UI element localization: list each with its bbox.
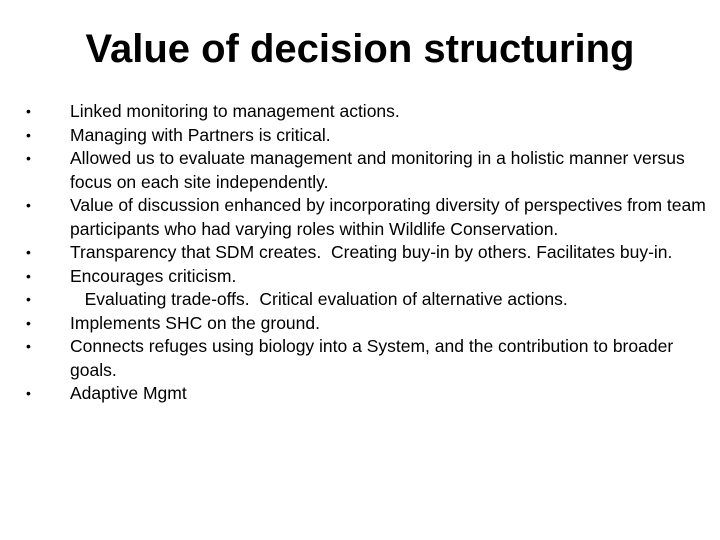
bullet-item bbox=[26, 265, 706, 289]
bullet-icon: • bbox=[26, 150, 31, 166]
bullet-item bbox=[26, 241, 706, 265]
bullet-text: Linked monitoring to management actions. bbox=[70, 101, 400, 121]
bullet-text: Allowed us to evaluate management and monitoring in a holistic manner versus focus on each site independently. bbox=[70, 148, 690, 192]
bullet-list bbox=[26, 100, 711, 406]
bullet-text: Value of discussion enhanced by incorporating diversity of perspectives from team participants who had varying roles within Wildlife Conservation. bbox=[70, 195, 711, 239]
bullet-item bbox=[26, 288, 706, 312]
bullet-text: Implements SHC on the ground. bbox=[70, 312, 320, 333]
bullet-text: Adaptive Mgmt bbox=[70, 383, 187, 403]
bullet-item bbox=[26, 335, 706, 382]
slide-title: Value of decision structuring bbox=[85, 27, 635, 71]
bullet-icon: • bbox=[26, 314, 31, 331]
bullet-icon: • bbox=[26, 126, 31, 143]
bullet-icon: • bbox=[26, 244, 31, 260]
bullet-icon: • bbox=[26, 103, 31, 119]
bullet-text: Encourages criticism. bbox=[70, 265, 237, 286]
bullet-icon: • bbox=[26, 338, 31, 354]
bullet-text: Managing with Partners is critical. bbox=[70, 124, 331, 145]
bullet-text: Transparency that SDM creates. Creating buy-in by others. Facilitates buy-in. bbox=[70, 242, 673, 262]
bullet-item bbox=[26, 382, 706, 406]
bullet-item bbox=[26, 194, 711, 241]
bullet-text: Evaluating trade-offs. Critical evaluation of alternative actions. bbox=[70, 289, 568, 309]
bullet-icon: • bbox=[26, 267, 31, 284]
bullet-icon: • bbox=[26, 291, 31, 307]
bullet-item bbox=[26, 147, 706, 194]
bullet-icon: • bbox=[26, 197, 31, 213]
bullet-icon: • bbox=[26, 385, 31, 401]
bullet-item bbox=[26, 124, 706, 148]
bullet-item bbox=[26, 312, 706, 336]
bullet-text: Connects refuges using biology into a System, and the contribution to broader goals. bbox=[70, 336, 679, 380]
bullet-item bbox=[26, 100, 706, 124]
